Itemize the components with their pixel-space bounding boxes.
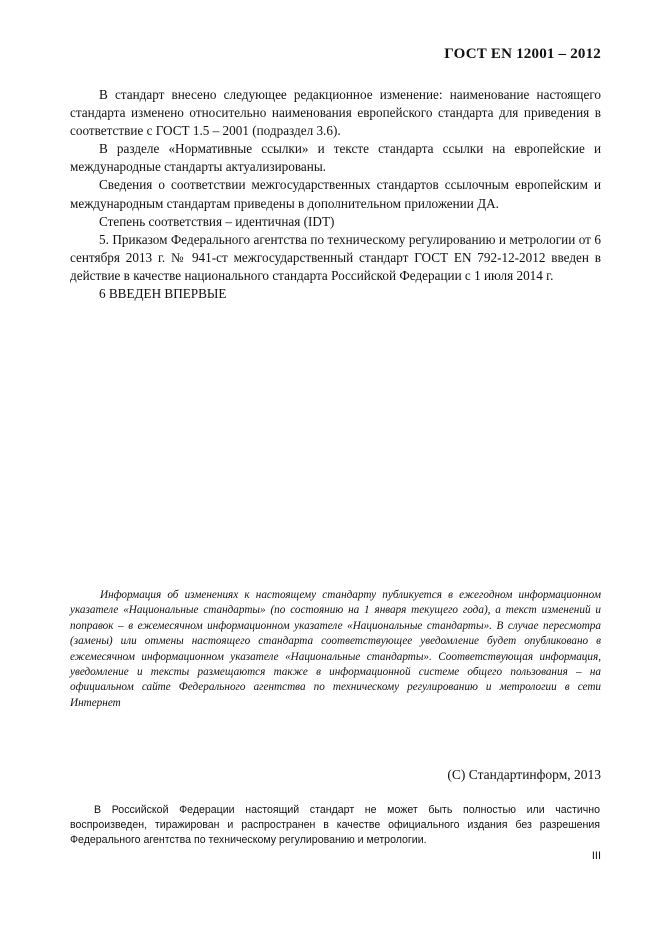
paragraph-normative-references: В разделе «Нормативные ссылки» и тексте стандарта ссылки на европейские и международные стандарты актуализированы. (70, 141, 601, 175)
page-number: III (591, 850, 601, 862)
paragraph-editorial-change: В стандарт внесено следующее редакционное изменение: наименование настоящего стандарта изменено относительно наименования европейского стандарта для приведения в соответствие с ГОСТ 1.5 – 2001 (подраздел 3.6). (70, 87, 601, 139)
main-text (70, 86, 601, 303)
paragraph-order: 5. Приказом Федерального агентства по техническому регулированию и метрологии от 6 сентября 2013 г. № 941-ст межгосударственный стандарт ГОСТ EN 792-12-2012 введен в действие в качестве национального стандарта Российской Федерации с 1 июля 2014 г. (70, 231, 601, 283)
paragraph-conformity-info: Сведения о соответствии межгосударственных стандартов ссылочным европейским и международным стандартам приведены в дополнительном приложении ДА. (70, 177, 601, 211)
reproduction-rights: В Российской Федерации настоящий стандарт не может быть полностью или частично воспроизведен, тиражирован и распространен в качестве официального издания без разрешения Федерального агентства по техническому регулированию и метрологии. (70, 804, 600, 847)
paragraph-degree-of-conformity: Степень соответствия – идентичная (IDT) (99, 213, 335, 229)
copyright: (С) Стандартинформ, 2013 (447, 767, 601, 782)
document-id: ГОСТ EN 12001 – 2012 (444, 46, 601, 62)
paragraph-introduced-first: 6 ВВЕДЕН ВПЕРВЫЕ (99, 286, 227, 302)
changes-notice: Информация об изменениях к настоящему стандарту публикуется в ежегодном информационном указателе «Национальные стандарты» (по состоянию на 1 января текущего года), а текст изменений и поправок – в ежемесячном информационном указателе «Национальные стандарты». В случае пересмотра (замены) или отмены настоящего стандарта соответствующее уведомление будет опубликовано в ежемесячном информационном указателе «Национальные стандарты». Соответствующая информация, уведомление и тексты размещаются также в информационной системе общего пользования – на официальном сайте Федерального агентства по техническому регулированию и метрологии в сети Интернет (70, 589, 601, 709)
